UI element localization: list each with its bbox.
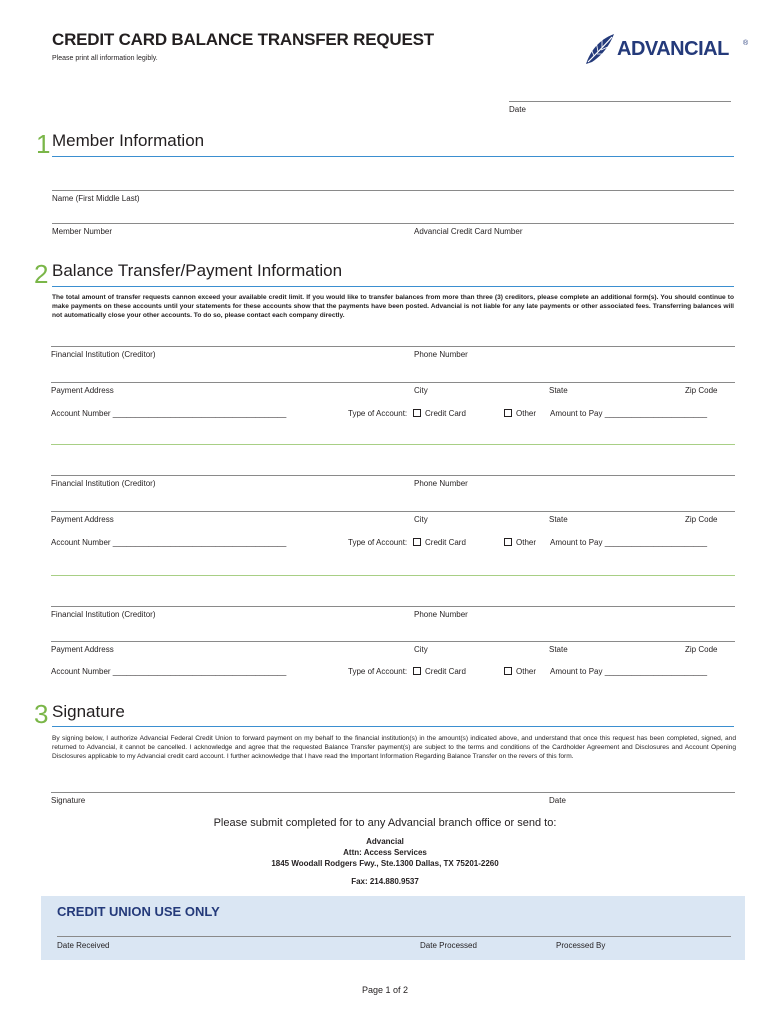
other-3-label: Other xyxy=(516,667,537,676)
page-number: Page 1 of 2 xyxy=(361,985,409,995)
city-3-label: City xyxy=(414,645,428,654)
submit-address: 1845 Woodall Rodgers Fwy., Ste.1300 Dallas, TX 75201-2260 xyxy=(271,859,499,868)
account-2-field[interactable]: Account Number _______________________________________ xyxy=(51,538,287,547)
signature-label: Signature xyxy=(51,796,86,805)
section-3-number: 3 xyxy=(34,699,49,729)
section-1-rule xyxy=(52,156,734,157)
section-3-title: Signature xyxy=(52,702,125,721)
section-2-title: Balance Transfer/Payment Information xyxy=(52,261,343,280)
address-1-label: Payment Address xyxy=(51,386,114,395)
transfer-instructions: The total amount of transfer requests cannon exceed your available credit limit. If you would like to transfer balances from more than three (3) creditors, please complete an additional form(s). You should continue to make payments on these accounts until your statements for these accounts show that the payments have been posted. Advancial is not liable for any late payments or other associated fees. Transferring balances will not automatically close your other accounts. To do so, please contact each company directly. xyxy=(52,294,734,320)
account-1-field[interactable]: Account Number _______________________________________ xyxy=(51,409,287,418)
creditor-2-label: Financial Institution (Creditor) xyxy=(51,479,156,488)
phone-1-label: Phone Number xyxy=(414,350,468,359)
amount-2-field[interactable]: Amount to Pay _______________________ xyxy=(550,538,708,547)
signature-date-label: Date xyxy=(549,796,566,805)
zip-2-label: Zip Code xyxy=(685,515,718,524)
card-number-label: Advancial Credit Card Number xyxy=(414,227,523,236)
member-number-label: Member Number xyxy=(52,227,113,236)
credit-card-3-label: Credit Card xyxy=(425,667,466,676)
advancial-logo xyxy=(584,32,749,68)
credit-card-2-checkbox[interactable] xyxy=(413,538,421,546)
block-divider-1 xyxy=(51,444,735,445)
block-divider-2 xyxy=(51,575,735,576)
phone-3-label: Phone Number xyxy=(414,610,468,619)
credit-union-use-title: CREDIT UNION USE ONLY xyxy=(57,904,220,919)
other-1-label: Other xyxy=(516,409,537,418)
other-3-option[interactable] xyxy=(504,667,536,677)
submit-attn: Attn: Access Services xyxy=(343,848,427,857)
credit-union-use-line[interactable] xyxy=(57,936,731,937)
other-3-checkbox[interactable] xyxy=(504,667,512,675)
other-1-checkbox[interactable] xyxy=(504,409,512,417)
state-1-label: State xyxy=(549,386,568,395)
credit-union-use-box xyxy=(41,896,745,960)
city-1-label: City xyxy=(414,386,428,395)
leaf-logo-icon xyxy=(584,32,618,68)
city-2-label: City xyxy=(414,515,428,524)
logo-registered-mark: ® xyxy=(743,40,749,47)
submit-intro: Please submit completed for to any Advancial branch office or send to: xyxy=(213,817,557,829)
form-subtitle: Please print all information legibly. xyxy=(52,55,158,62)
date-received-label: Date Received xyxy=(57,941,110,950)
state-3-label: State xyxy=(549,645,568,654)
address-3-line[interactable] xyxy=(51,641,735,642)
other-2-option[interactable] xyxy=(504,538,536,548)
other-2-checkbox[interactable] xyxy=(504,538,512,546)
section-2-rule xyxy=(52,286,734,287)
account-type-1-label: Type of Account: xyxy=(348,409,408,418)
address-1-line[interactable] xyxy=(51,382,735,383)
credit-card-3-checkbox[interactable] xyxy=(413,667,421,675)
date-label: Date xyxy=(509,105,526,114)
creditor-1-label: Financial Institution (Creditor) xyxy=(51,350,156,359)
signature-line[interactable] xyxy=(51,792,735,793)
date-line[interactable] xyxy=(509,101,731,102)
form-title: CREDIT CARD BALANCE TRANSFER REQUEST xyxy=(52,30,434,49)
address-3-label: Payment Address xyxy=(51,645,114,654)
state-2-label: State xyxy=(549,515,568,524)
other-1-option[interactable] xyxy=(504,409,536,419)
account-type-2-label: Type of Account: xyxy=(348,538,408,547)
member-name-label: Name (First Middle Last) xyxy=(52,194,140,203)
section-2-number: 2 xyxy=(34,259,49,289)
authorization-statement: By signing below, I authorize Advancial Federal Credit Union to forward payment on my behalf to the financial institution(s) in the amount(s) indicated above, and understand that once this request has been completed, signed, and returned to Advancial, it cannot be cancelled. I acknowledge and agree that the requested Balance Transfer payment(s) are subject to the terms and conditions of the Cardholder Agreement and Disclosures and Account Opening Disclosures applicable to my Advancial credit card account. I further acknowledge that I have read the Important Information Regarding Balance Transfer on the revers of this form. xyxy=(52,735,736,761)
address-2-label: Payment Address xyxy=(51,515,114,524)
member-name-line[interactable] xyxy=(52,190,734,191)
member-number-line[interactable] xyxy=(52,223,734,224)
amount-1-field[interactable]: Amount to Pay _______________________ xyxy=(550,409,708,418)
submit-name: Advancial xyxy=(366,837,404,846)
credit-card-1-label: Credit Card xyxy=(425,409,466,418)
creditor-3-line[interactable] xyxy=(51,606,735,607)
amount-3-field[interactable]: Amount to Pay _______________________ xyxy=(550,667,708,676)
address-2-line[interactable] xyxy=(51,511,735,512)
credit-card-1-checkbox[interactable] xyxy=(413,409,421,417)
zip-1-label: Zip Code xyxy=(685,386,718,395)
zip-3-label: Zip Code xyxy=(685,645,718,654)
section-1-number: 1 xyxy=(36,129,51,159)
logo-wordmark: ADVANCIAL xyxy=(617,38,729,60)
creditor-2-line[interactable] xyxy=(51,475,735,476)
phone-2-label: Phone Number xyxy=(414,479,468,488)
credit-card-1-option[interactable] xyxy=(413,409,466,419)
credit-card-2-option[interactable] xyxy=(413,538,466,548)
section-3-rule xyxy=(52,726,734,727)
submit-fax: Fax: 214.880.9537 xyxy=(351,877,419,886)
date-processed-label: Date Processed xyxy=(420,941,477,950)
other-2-label: Other xyxy=(516,538,537,547)
section-1-title: Member Information xyxy=(52,131,205,150)
creditor-1-line[interactable] xyxy=(51,346,735,347)
account-type-3-label: Type of Account: xyxy=(348,667,408,676)
credit-card-3-option[interactable] xyxy=(413,667,466,677)
account-3-field[interactable]: Account Number _______________________________________ xyxy=(51,667,287,676)
processed-by-label: Processed By xyxy=(556,941,606,950)
credit-card-2-label: Credit Card xyxy=(425,538,466,547)
creditor-3-label: Financial Institution (Creditor) xyxy=(51,610,156,619)
